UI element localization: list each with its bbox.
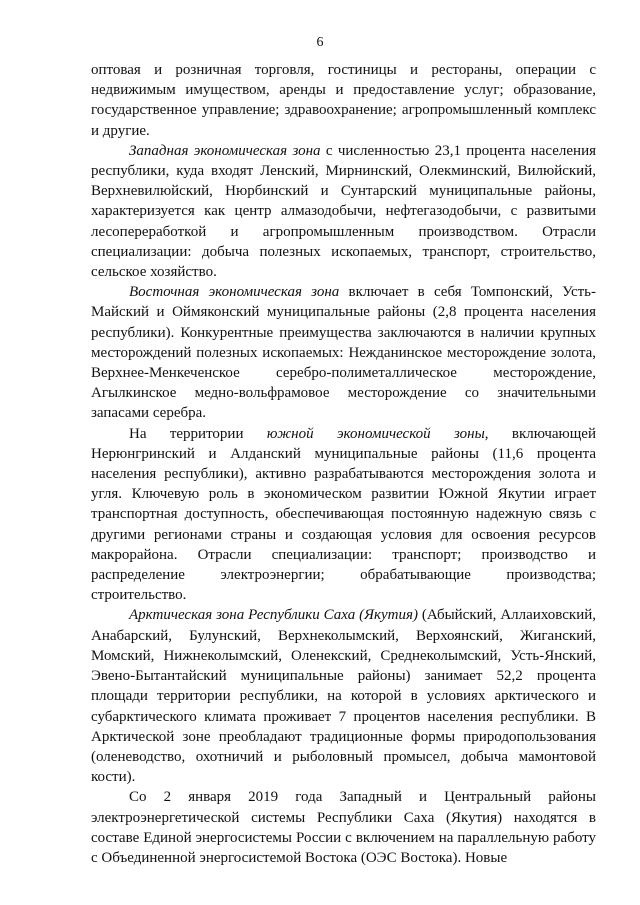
zone-name-eastern: Восточная экономическая зона (129, 284, 340, 301)
paragraph-text: с численностью 23,1 процента населения республики, куда входят Ленский, Мирнинский, Олекминский, Вилюйский, Верхневилюйский, Нюрбинский и Сунтарский муниципальные районы, характеризуется как центр алмазодобычи, нефтегазодобычи, с развитыми лесопереработкой и агропромышленным производством. Отрасли специализации: добыча полезных ископаемых, транспорт, строительство, сельское хозяйство. (91, 142, 596, 281)
page-number: 6 (316, 35, 324, 50)
paragraph-text: На территории (129, 425, 267, 442)
paragraph-energy-system (91, 787, 596, 868)
paragraph-text: оптовая и розничная торговля, гостиницы и рестораны, операции с недвижимым имуществом, аренды и предоставление услуг; образование, государственное управление; здравоохранение; агропромышленный комплекс и другие. (91, 62, 596, 139)
paragraph-text: (Абыйский, Аллаиховский, Анабарский, Булунский, Верхнеколымский, Верхоянский, Жиганский, Момский, Нижнеколымский, Оленекский, Среднеколымский, Усть-Янский, Эвено-Бытантайский муниципальные районы) занимает 52,2 процента площади территории республики, на которой в условиях арктического и субарктического климата проживает 7 процентов населения республики. В Арктической зоне преобладают традиционные формы природопользования (оленеводство, охотничий и рыболовный промысел, добыча мамонтовой кости). (91, 607, 597, 786)
zone-name-western: Западная экономическая зона (129, 142, 321, 159)
paragraph-text: включает в себя Томпонский, Усть-Майский и Оймяконский муниципальные районы (2,8 процента населения республики). Конкурентные преимущества заключаются в наличии крупных месторождений полезных ископаемых: Нежданинское месторождение золота, Верхнее-Менкеченское серебро-полиметаллическое месторождение, Агылкинское медно-вольфрамовое месторождение со значительными запасами серебра. (91, 284, 596, 422)
paragraph-text: Со 2 января 2019 года Западный и Центральный районы электроэнергетической системы Республики Саха (Якутия) находятся в составе Единой энергосистемы России с включением на параллельную работу с Объединенной энергосистемой Востока (ОЭС Востока). Новые (91, 789, 596, 866)
paragraph-western-zone (91, 141, 596, 282)
zone-name-arctic: Арктическая зона Республики Саха (Якутия) (129, 607, 418, 624)
paragraph-text: , включающей Нерюнгринский и Алданский муниципальные районы (11,6 процента населения республики), активно разрабатываются месторождения золота и угля. Ключевую роль в экономическом развитии Южной Якутии играет транспортная доступность, обеспечивающая постоянную надежную связь с другими регионами страны и создающая условия для освоения ресурсов макрорайона. Отрасли специализации: транспорт; производство и распределение электроэнергии; обрабатывающие производства; строительство. (91, 425, 596, 604)
document-body (91, 60, 596, 868)
paragraph-intro-continuation (91, 60, 596, 141)
zone-name-southern: южной экономической зоны (266, 425, 485, 442)
paragraph-arctic-zone (91, 605, 596, 787)
paragraph-eastern-zone (91, 282, 596, 423)
paragraph-southern-zone (91, 424, 596, 606)
